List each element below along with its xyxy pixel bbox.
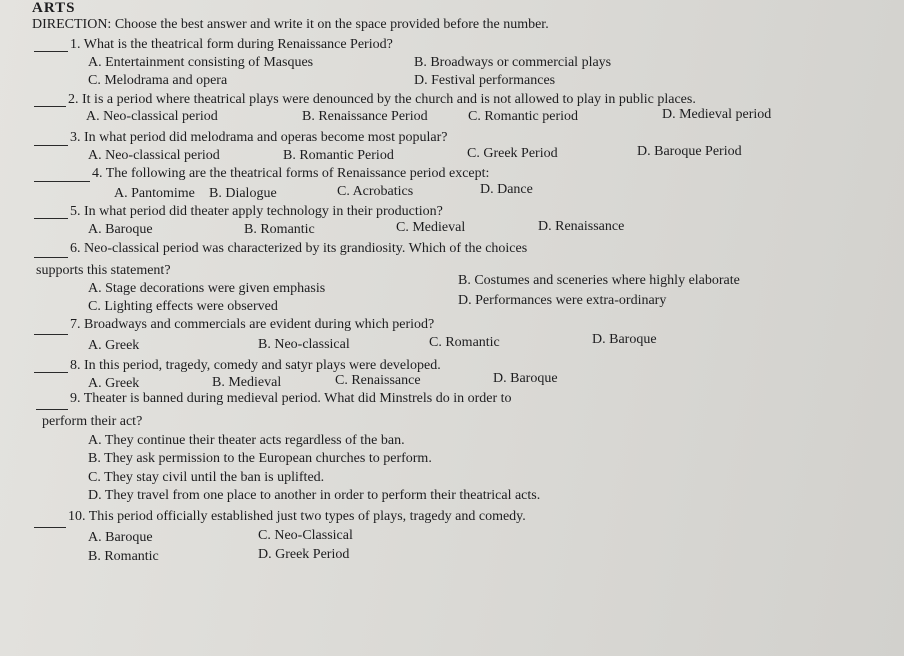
- q8-choice-c: C. Renaissance: [335, 373, 421, 388]
- q1-choice-d: D. Festival performances: [414, 73, 556, 88]
- q6-choice-a: A. Stage decorations were given emphasis: [88, 281, 326, 296]
- answer-blank-3[interactable]: [34, 145, 68, 146]
- question-9-stem: 9. Theater is banned during medieval period. What did Minstrels do in order to: [70, 391, 512, 406]
- q9-choice-d: D. They travel from one place to another in order to perform their theatrical acts.: [88, 488, 541, 503]
- direction-text: DIRECTION: Choose the best answer and write it on the space provided before the number.: [32, 17, 549, 32]
- q10-choice-c: C. Neo-Classical: [258, 528, 353, 543]
- question-3-stem: 3. In what period did melodrama and operas become most popular?: [70, 130, 448, 145]
- answer-blank-4[interactable]: [34, 181, 90, 182]
- q1-choice-b: B. Broadways or commercial plays: [414, 55, 612, 70]
- q7-choice-b: B. Neo-classical: [258, 337, 350, 352]
- answer-blank-2[interactable]: [34, 106, 66, 107]
- q9-choice-b: B. They ask permission to the European churches to perform.: [88, 451, 432, 466]
- q3-choice-a: A. Neo-classical period: [88, 148, 220, 163]
- q3-choice-c: C. Greek Period: [467, 146, 558, 161]
- q2-choice-b: B. Renaissance Period: [302, 109, 428, 124]
- q4-choice-d: D. Dance: [480, 182, 533, 197]
- q7-choice-c: C. Romantic: [429, 335, 500, 350]
- answer-blank-6[interactable]: [34, 257, 68, 258]
- worksheet-title: ARTS: [32, 0, 76, 16]
- question-9-stem-cont: perform their act?: [42, 414, 143, 429]
- q5-choice-b: B. Romantic: [244, 222, 315, 237]
- q2-choice-d: D. Medieval period: [662, 107, 772, 122]
- question-4-stem: 4. The following are the theatrical forms of Renaissance period except:: [92, 166, 490, 181]
- q4-choice-c: C. Acrobatics: [337, 184, 414, 199]
- q7-choice-d: D. Baroque: [592, 332, 657, 347]
- q10-choice-b: B. Romantic: [88, 549, 159, 564]
- answer-blank-8[interactable]: [34, 372, 68, 373]
- q9-choice-c: C. They stay civil until the ban is uplifted.: [88, 470, 325, 485]
- q7-choice-a: A. Greek: [88, 338, 140, 353]
- q1-choice-a: A. Entertainment consisting of Masques: [88, 55, 314, 70]
- q5-choice-c: C. Medieval: [396, 220, 466, 235]
- q4-choice-a: A. Pantomime: [114, 186, 195, 201]
- question-6-stem: 6. Neo-classical period was characterized by its grandiosity. Which of the choices: [70, 241, 528, 256]
- q2-choice-c: C. Romantic period: [468, 109, 579, 124]
- answer-blank-9[interactable]: [36, 409, 68, 410]
- question-1-stem: 1. What is the theatrical form during Renaissance Period?: [70, 37, 393, 52]
- answer-blank-5[interactable]: [34, 218, 68, 219]
- q2-choice-a: A. Neo-classical period: [86, 109, 218, 124]
- question-6-stem-cont: supports this statement?: [36, 263, 171, 278]
- answer-blank-1[interactable]: [34, 51, 68, 52]
- q10-choice-a: A. Baroque: [88, 530, 153, 545]
- q10-choice-d: D. Greek Period: [258, 547, 350, 562]
- q6-choice-b: B. Costumes and sceneries where highly elaborate: [458, 273, 740, 288]
- q8-choice-d: D. Baroque: [493, 371, 558, 386]
- question-5-stem: 5. In what period did theater apply technology in their production?: [70, 204, 443, 219]
- q8-choice-b: B. Medieval: [212, 375, 282, 390]
- q3-choice-d: D. Baroque Period: [637, 144, 742, 159]
- q6-choice-c: C. Lighting effects were observed: [88, 299, 278, 314]
- answer-blank-7[interactable]: [34, 334, 68, 335]
- q4-choice-b: B. Dialogue: [209, 186, 277, 201]
- question-10-stem: 10. This period officially established just two types of plays, tragedy and comedy.: [68, 509, 526, 524]
- q5-choice-d: D. Renaissance: [538, 219, 625, 234]
- q5-choice-a: A. Baroque: [88, 222, 153, 237]
- q6-choice-d: D. Performances were extra-ordinary: [458, 293, 667, 308]
- question-7-stem: 7. Broadways and commercials are evident during which period?: [70, 317, 435, 332]
- q3-choice-b: B. Romantic Period: [283, 148, 394, 163]
- q8-choice-a: A. Greek: [88, 376, 140, 391]
- answer-blank-10[interactable]: [34, 527, 66, 528]
- question-8-stem: 8. In this period, tragedy, comedy and satyr plays were developed.: [70, 358, 441, 373]
- q9-choice-a: A. They continue their theater acts regardless of the ban.: [88, 433, 405, 448]
- q1-choice-c: C. Melodrama and opera: [88, 73, 228, 88]
- question-2-stem: 2. It is a period where theatrical plays were denounced by the church and is not allowed to play in public places.: [68, 92, 696, 107]
